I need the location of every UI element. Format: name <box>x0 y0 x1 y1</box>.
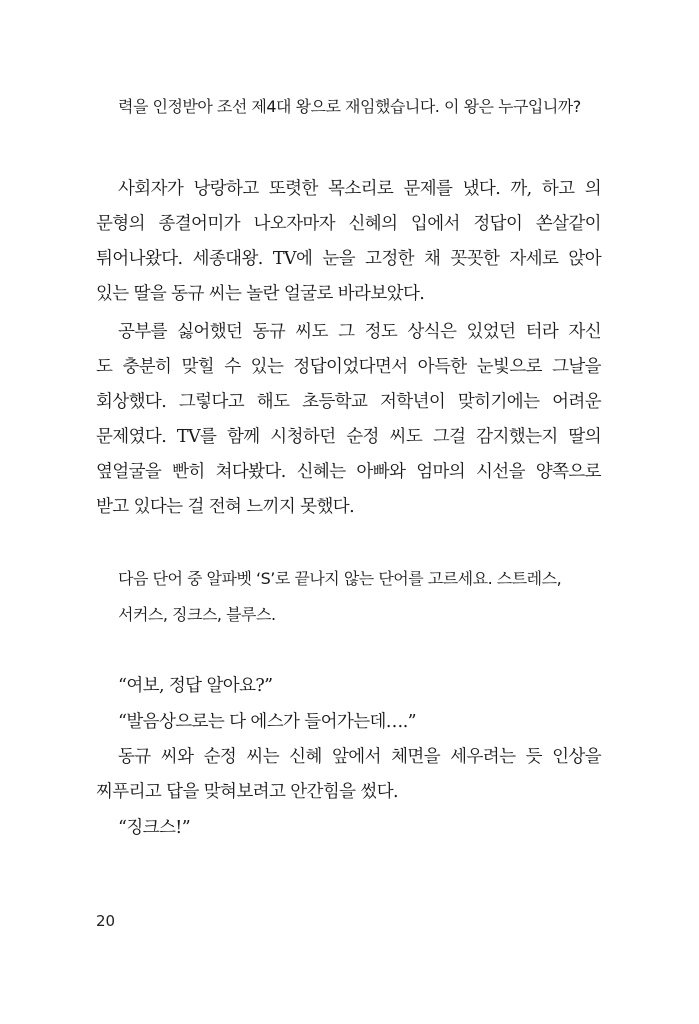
quiz-question-bottom-line-1: 다음 단어 중 알파벳 ‘S’로 끝나지 않는 단어를 고르세요. 스트레스, <box>118 569 562 588</box>
page-number: 20 <box>96 912 116 930</box>
quiz-question-bottom-line-2: 서커스, 징크스, 블루스. <box>118 605 276 624</box>
paragraph-2-line-4: 문제였다. TV를 함께 시청하던 순정 씨도 그걸 감지했는지 딸의 <box>96 427 601 447</box>
paragraph-1-line-2: 문형의 종결어미가 나오자마자 신혜의 입에서 정답이 쏜살같이 <box>96 214 601 234</box>
paragraph-2-line-2: 도 충분히 맞힐 수 있는 정답이었다면서 아득한 눈빛으로 그날을 <box>96 357 601 377</box>
paragraph-1-line-3: 튀어나왔다. 세종대왕. TV에 눈을 고정한 채 꼿꼿한 자세로 앉아 <box>96 249 601 269</box>
narration-line-2: 찌푸리고 답을 맞혀보려고 안간힘을 썼다. <box>96 782 398 802</box>
paragraph-2-line-3: 회상했다. 그렇다고 해도 초등학교 저학년이 맞히기에는 어려운 <box>96 392 601 412</box>
paragraph-2-line-5: 옆얼굴을 빤히 쳐다봤다. 신혜는 아빠와 엄마의 시선을 양쪽으로 <box>96 462 601 482</box>
dialogue-line-1: “여보, 정답 알아요?” <box>118 676 273 696</box>
dialogue-line-3: “징크스!” <box>118 818 191 838</box>
paragraph-1-line-4: 있는 딸을 동규 씨는 놀란 얼굴로 바라보았다. <box>96 284 425 304</box>
paragraph-1-line-1: 사회자가 낭랑하고 또렷한 목소리로 문제를 냈다. 까, 하고 의 <box>118 179 601 199</box>
paragraph-2-line-1: 공부를 싫어했던 동규 씨도 그 정도 상식은 있었던 터라 자신 <box>118 322 601 342</box>
dialogue-line-2: “발음상으로는 다 에스가 들어가는데….” <box>118 712 417 732</box>
quiz-question-top-line: 력을 인정받아 조선 제4대 왕으로 재임했습니다. 이 왕은 누구입니까? <box>118 97 581 116</box>
paragraph-2-line-6: 받고 있다는 걸 전혀 느끼지 못했다. <box>96 497 355 517</box>
narration-line-1: 동규 씨와 순정 씨는 신혜 앞에서 체면을 세우려는 듯 인상을 <box>118 747 601 767</box>
